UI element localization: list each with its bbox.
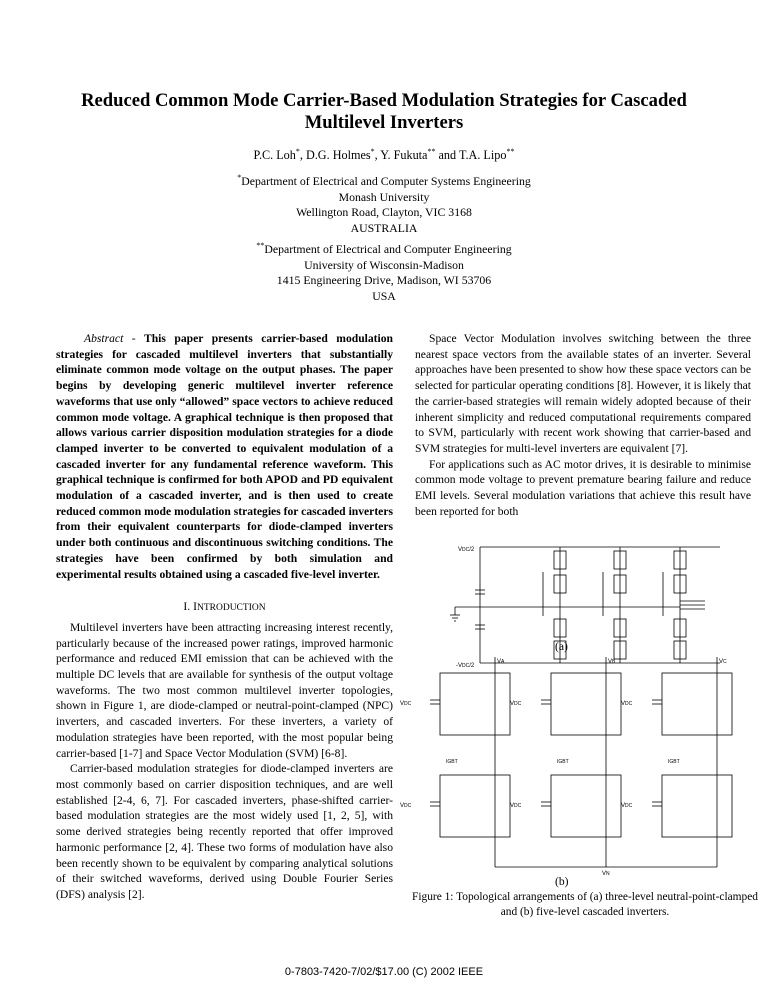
igbt-label: IGBT <box>446 759 458 765</box>
left-column <box>56 331 393 903</box>
igbt-label: IGBT <box>557 759 569 765</box>
vdc-cell-label: VDC <box>400 701 412 707</box>
affiliation-wisconsin: **Department of Electrical and Computer Engineering University of Wisconsin-Madison 1415 Engineering Drive, Madison, WI 53706 USA <box>256 241 512 303</box>
section-heading-introduction: I. INTRODUCTION <box>183 600 266 614</box>
vc-label: VC <box>719 659 727 665</box>
figure-label-a: (a) <box>555 640 568 653</box>
vb-label: VB <box>608 659 616 665</box>
abstract-text: This paper presents carrier-based modulation strategies for cascaded multilevel inverters that substantially eliminate common mode voltage on the output phases. The paper begins by developing generic multilevel inverter reference waveforms that use only “allowed” space vectors to achieve reduced common mode voltage. A graphical technique is then proposed that allows various carrier disposition modulation strategies for a diode clamped inverter to be converted to equivalent modulation of a cascaded inverter for any fundamental reference waveform. This graphical technique is confirmed for both APOD and PD equivalent modulation of a cascaded inverter, and is then used to create reduced common mode modulation strategies for cascaded inverters from their equivalent counterparts for diode-clamped inverters under both continuous and discontinuous switching conditions. The strategies have been confirmed by both simulation and experimental results obtained using a cascaded five-level inverter. <box>56 332 393 581</box>
vdc-bottom-label: -VDC/2 <box>456 663 475 669</box>
copyright-footer: 0-7803-7420-7/02/$17.00 (C) 2002 IEEE <box>284 966 484 978</box>
author-holmes: D.G. Holmes <box>305 148 371 162</box>
abstract <box>56 331 393 582</box>
author-loh: P.C. Loh <box>253 148 296 162</box>
circuit-figure <box>380 535 752 881</box>
author-fukuta: Y. Fukuta <box>380 148 428 162</box>
abstract-lead: Abstract - <box>84 332 136 345</box>
vdc-top-label: VDC/2 <box>458 547 475 553</box>
vdc-cell-label: VDC <box>621 803 633 809</box>
affiliation-monash: *Department of Electrical and Computer Systems Engineering Monash University Wellington Road, Clayton, VIC 3168 AUSTRALIA <box>237 173 531 235</box>
vdc-cell-label: VDC <box>510 701 522 707</box>
intro-paragraph: Carrier-based modulation strategies for diode-clamped inverters are most commonly based on carrier disposition techniques, and are well established [2-4, 6, 7]. For cascaded inverters, phase-shifted carrier-based modulation strategies are the most widely used [1, 2, 5], with some derived strategies being recently reported that offer improved harmonic performance [2, 4]. These two forms of modulation have also been recently shown to be equivalent by comparing analytical solutions of their switched waveforms, derived using Double Fourier Series (DFS) analysis [2]. <box>56 762 393 901</box>
body-paragraph: For applications such as AC motor drives, it is desirable to minimise common mode voltage to prevent premature bearing failure and reduce EMI levels. Several modulation variations that achieve this result have been reported for both <box>415 457 751 518</box>
vdc-cell-label: VDC <box>621 701 633 707</box>
figure-caption: Figure 1: Topological arrangements of (a) three-level neutral-point-clamped and (b) five-level cascaded inverters. <box>412 891 758 918</box>
intro-paragraph: Multilevel inverters have been attracting increasing interest recently, particularly because of the increased power ratings, improved harmonic performance and reduced EMI emission that can be achieved with the multiple DC levels that are available for synthesis of the output voltage waveforms. The two most common multilevel inverter topologies, shown in Figure 1, are diode-clamped or neutral-point-clamped (NPC) inverters, and cascaded inverters. For these inverters, a variety of modulation strategies have been reported, with the most popular being carrier-based [1-7] and Space Vector Modulation (SVM) [6-8]. <box>56 620 393 760</box>
va-label: VA <box>497 659 505 665</box>
vdc-cell-label: VDC <box>510 803 522 809</box>
paper-title: Reduced Common Mode Carrier-Based Modulation Strategies for Cascaded Multilevel Inverters <box>81 90 687 133</box>
vdc-cell-label: VDC <box>400 803 412 809</box>
figure-label-b: (b) <box>555 875 569 888</box>
author-line: P.C. Loh*, D.G. Holmes*, Y. Fukuta** and T.A. Lipo** <box>253 146 515 162</box>
igbt-label: IGBT <box>668 759 680 765</box>
body-paragraph: Space Vector Modulation involves switching between the three nearest space vectors from the available states of an inverter. Several approaches have been presented to show how these space vectors can be selected for particular operating conditions [8]. However, it is likely that the carrier-based strategies will remain widely adopted because of their inherent simplicity and reduced computational requirements compared to SVM, particularly with recent work showing that carrier-based and SVM strategies for multi-level inverters are equivalent [7]. <box>415 332 751 455</box>
author-lipo: T.A. Lipo <box>458 148 507 162</box>
right-column <box>415 331 751 519</box>
vn-label: VN <box>602 871 610 877</box>
